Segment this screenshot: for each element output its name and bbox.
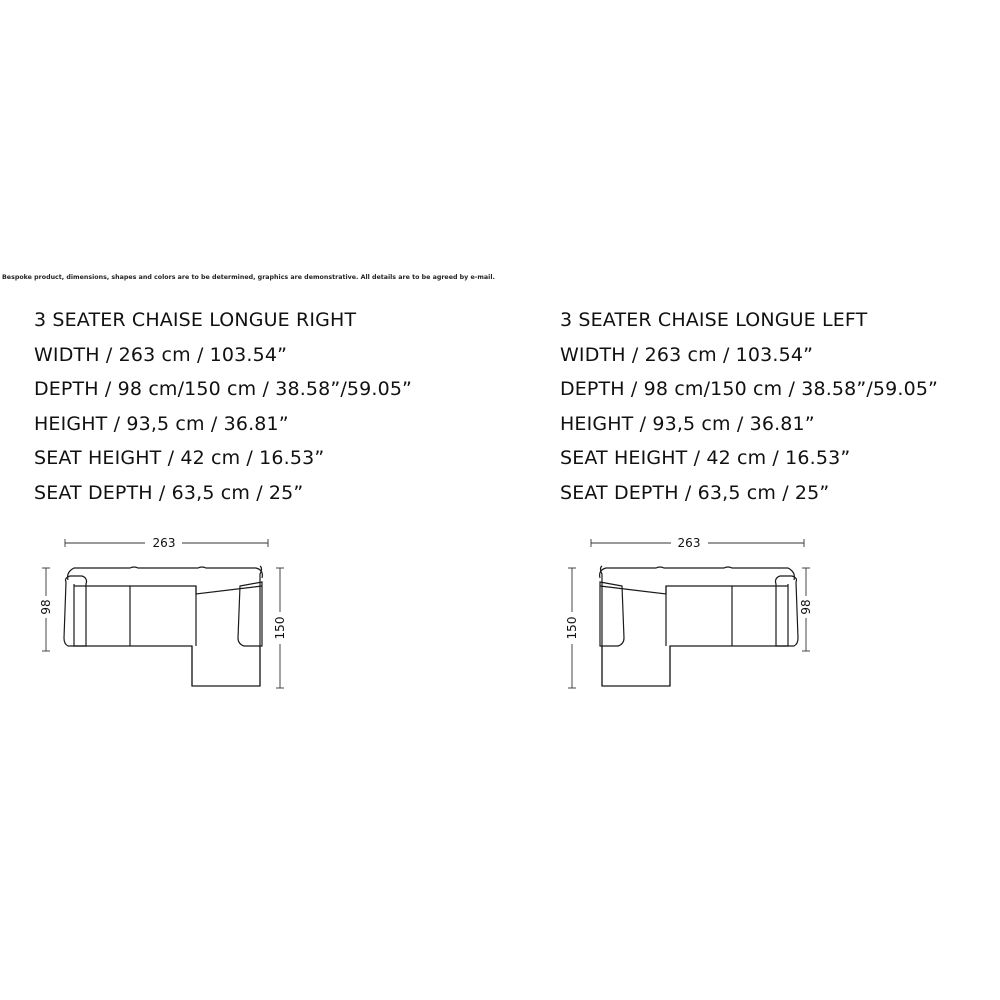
sofa-outline [64,566,262,686]
disclaimer-text: Bespoke product, dimensions, shapes and colors are to be determined, graphics are demonstrative. All details are to be agreed by e-mail. [2,274,495,281]
spec-title: 3 SEATER CHAISE LONGUE RIGHT [34,309,357,331]
spec-seat-height: SEAT HEIGHT / 42 cm / 16.53” [560,447,851,469]
spec-width: WIDTH / 263 cm / 103.54” [560,343,814,366]
width-dimension [591,536,804,550]
chaise-depth-label: 150 [273,616,287,640]
spec-block-chaise-right [34,306,412,513]
chaise-depth-dimension [273,568,287,688]
spec-height: HEIGHT / 93,5 cm / 36.81” [560,412,815,435]
depth-dimension [39,568,53,651]
depth-dimension [799,568,813,651]
spec-width: WIDTH / 263 cm / 103.54” [34,343,288,366]
depth-label: 98 [39,599,53,615]
depth-label: 98 [799,599,813,615]
spec-seat-depth: SEAT DEPTH / 63,5 cm / 25” [560,481,830,504]
chaise-depth-dimension [565,568,579,688]
spec-title: 3 SEATER CHAISE LONGUE LEFT [560,309,868,331]
spec-seat-height: SEAT HEIGHT / 42 cm / 16.53” [34,447,325,469]
spec-block-chaise-left [560,306,938,513]
width-label: 263 [152,536,176,550]
width-dimension [65,536,268,550]
spec-height: HEIGHT / 93,5 cm / 36.81” [34,412,289,435]
sofa-diagram-chaise-right [30,526,310,706]
sofa-outline [600,566,798,686]
spec-seat-depth: SEAT DEPTH / 63,5 cm / 25” [34,481,304,504]
width-label: 263 [677,536,701,550]
spec-depth: DEPTH / 98 cm/150 cm / 38.58”/59.05” [34,378,413,400]
spec-depth: DEPTH / 98 cm/150 cm / 38.58”/59.05” [560,378,939,400]
chaise-depth-label: 150 [565,616,579,640]
sofa-diagram-chaise-left [556,526,836,706]
